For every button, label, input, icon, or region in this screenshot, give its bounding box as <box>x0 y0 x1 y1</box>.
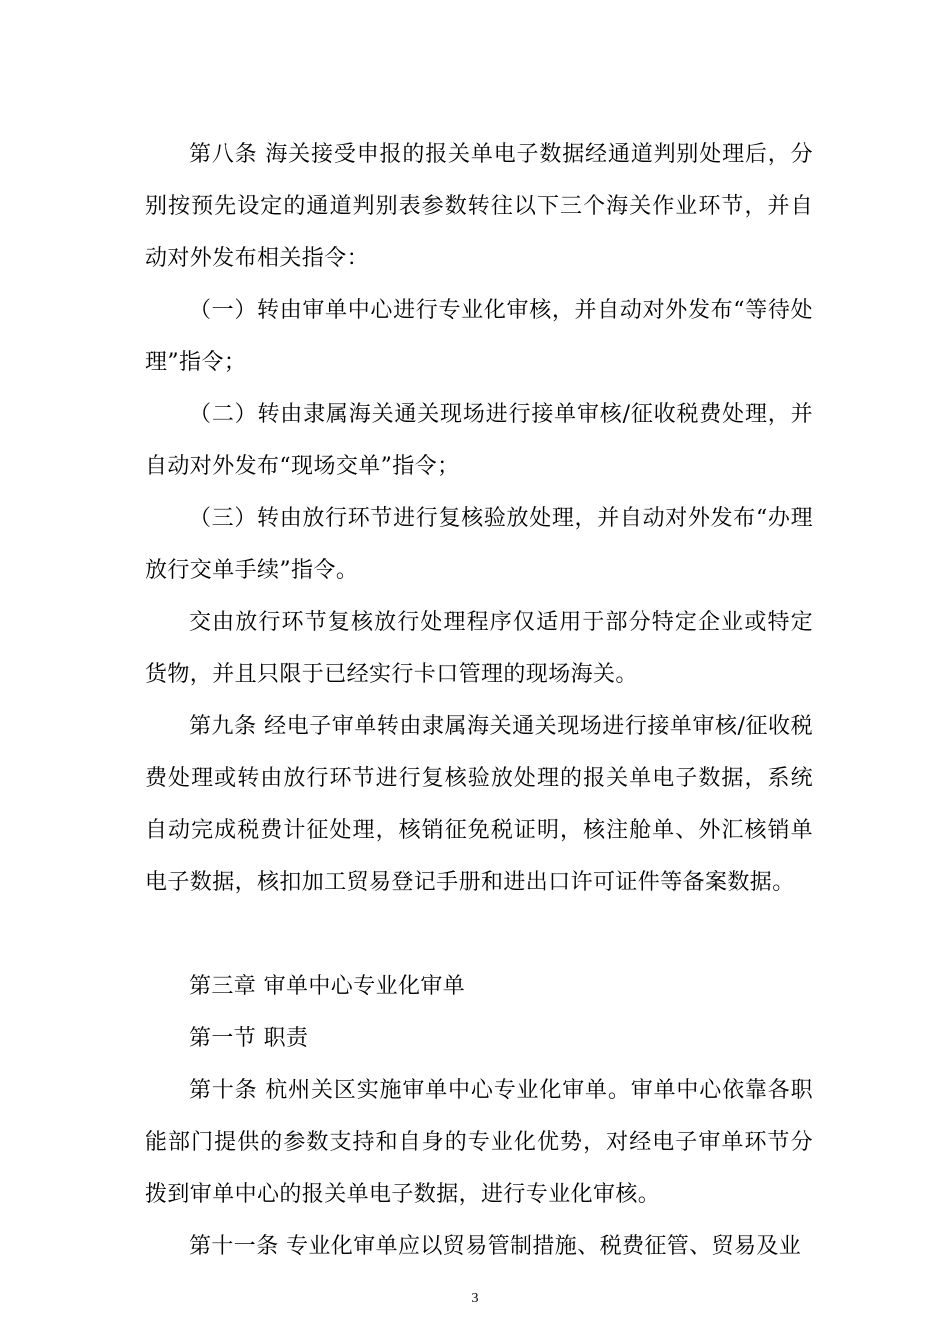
chapter-heading: 第三章 审单中心专业化审单 <box>189 974 466 999</box>
article-10-paragraph: 第十条 杭州关区实施审单中心专业化审单。审单中心依靠各职能部门提供的参数支持和自身的专业化优势，对经电子审单环节分拨到审单中心的报关单电子数据，进行专业化审核。 <box>145 1078 813 1207</box>
article-8-item-3: （三）转由放行环节进行复核验放处理，并自动对外发布“办理放行交单手续”指令。 <box>145 506 813 583</box>
article-8-paragraph: 第八条 海关接受申报的报关单电子数据经通道判别处理后，分别按预先设定的通道判别表参数转往以下三个海关作业环节，并自动对外发布相关指令： <box>145 142 813 271</box>
article-11-paragraph: 第十一条 专业化审单应以贸易管制措施、税费征管、贸易及业 <box>189 1234 802 1259</box>
section-heading: 第一节 职责 <box>189 1026 309 1051</box>
article-9-paragraph: 第九条 经电子审单转由隶属海关通关现场进行接单审核/征收税费处理或转由放行环节进行复核验放处理的报关单电子数据，系统自动完成税费计征处理，核销征免税证明，核注舱单、外汇核销单电子数据，核扣加工贸易登记手册和进出口许可证件等备案数据。 <box>145 714 813 895</box>
article-8-item-1: （一）转由审单中心进行专业化审核，并自动对外发布“等待处理”指令； <box>145 298 813 375</box>
article-8-note: 交由放行环节复核放行处理程序仅适用于部分特定企业或特定货物，并且只限于已经实行卡口管理的现场海关。 <box>145 610 813 687</box>
page-number: 3 <box>471 1291 479 1306</box>
blank-line <box>145 909 813 961</box>
article-8-item-2: （二）转由隶属海关通关现场进行接单审核/征收税费处理，并自动对外发布“现场交单”指令； <box>145 402 813 479</box>
document-body <box>145 129 813 1273</box>
